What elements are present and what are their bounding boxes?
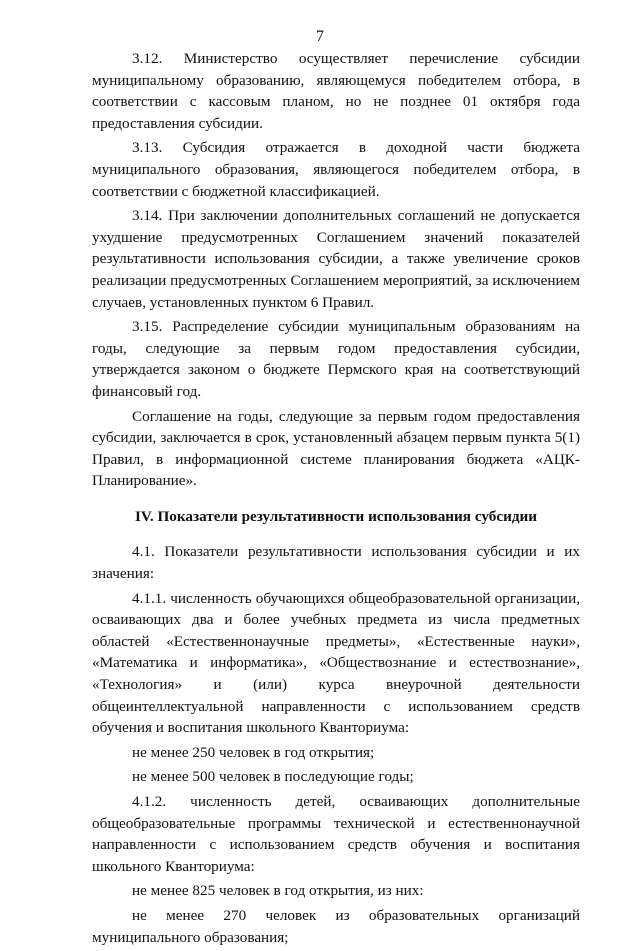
paragraph-4-1: 4.1. Показатели результативности использования субсидии и их значения: xyxy=(92,543,580,583)
section-heading: IV. Показатели результативности использования субсидии xyxy=(134,507,538,525)
paragraph-value-825: не менее 825 человек в год открытия, из них: xyxy=(132,882,424,900)
page-number: 7 xyxy=(316,28,324,45)
paragraph-3-14: 3.14. При заключении дополнительных соглашений не допускается ухудшение предусмотренных Соглашением значений показателей результативности использования субсидии, а также увеличение сроков реализации предусмотренных Соглашением мероприятий, за исключением случаев, установленных пунктом 6 Правил. xyxy=(92,207,580,311)
paragraph-value-500: не менее 500 человек в последующие годы; xyxy=(132,768,414,786)
paragraph-agreement: Соглашение на годы, следующие за первым годом предоставления субсидии, заключается в срок, установленный абзацем первым пункта 5(1) Правил, в информационной системе планирования бюджета «АЦК-Планирование». xyxy=(92,407,580,490)
paragraph-3-12: 3.12. Министерство осуществляет перечисление субсидии муниципальному образованию, являющемуся победителем отбора, в соответствии с кассовым планом, но не позднее 01 октября года предоставления субсидии. xyxy=(92,50,580,132)
paragraph-4-1-2: 4.1.2. численность детей, осваивающих дополнительные общеобразовательные программы технической и естественнонаучной направленности с использованием средств обучения и воспитания школьного Кванториума: xyxy=(92,793,580,875)
paragraph-3-15: 3.15. Распределение субсидии муниципальным образованиям на годы, следующие за первым годом предоставления субсидии, утверждается законом о бюджете Пермского края на соответствующий финансовый год. xyxy=(92,318,580,400)
paragraph-3-13: 3.13. Субсидия отражается в доходной части бюджета муниципального образования, являющегося победителем отбора, в соответствии с бюджетной классификацией. xyxy=(92,139,580,200)
paragraph-4-1-1: 4.1.1. численность обучающихся общеобразовательной организации, осваивающих два и более учебных предмета из числа предметных областей «Естественнонаучные предметы», «Естественные науки», «Математика и информатика», «Обществознание и естествознание», «Технология» и (или) курса внеурочной деятельности общеинтеллектуальной направленности с использованием средств обучения и воспитания школьного Кванториума: xyxy=(92,589,580,737)
paragraph-value-270: не менее 270 человек из образовательных организаций муниципального образования; xyxy=(92,906,580,946)
document-body xyxy=(92,48,580,951)
paragraph-value-250: не менее 250 человек в год открытия; xyxy=(132,743,375,761)
